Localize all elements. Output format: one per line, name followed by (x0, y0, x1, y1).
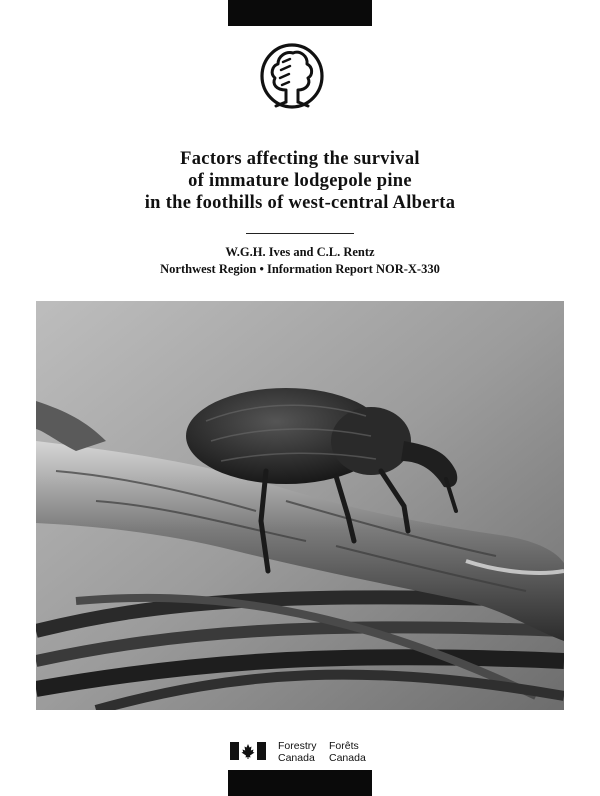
authors: W.G.H. Ives and C.L. Rentz (225, 245, 375, 259)
bottom-black-bar (228, 770, 372, 796)
tree-emblem-icon (256, 40, 328, 116)
title-line-1: Factors affecting the survival (180, 149, 420, 169)
title-line-3: in the foothills of west-central Alberta (144, 193, 456, 213)
weevil-on-pine-branch-photo (36, 301, 564, 710)
title-divider (246, 233, 354, 234)
report-title (40, 148, 560, 214)
department-name-english: Forestry Canada (278, 740, 317, 764)
report-number: Northwest Region • Information Report NOR-X-330 (160, 262, 440, 276)
canada-flag-icon (230, 742, 266, 760)
department-name-french: Forêts Canada (329, 740, 366, 764)
government-signature (230, 740, 380, 766)
byline (40, 244, 560, 278)
title-line-2: of immature lodgepole pine (188, 171, 412, 191)
top-black-bar (228, 0, 372, 26)
